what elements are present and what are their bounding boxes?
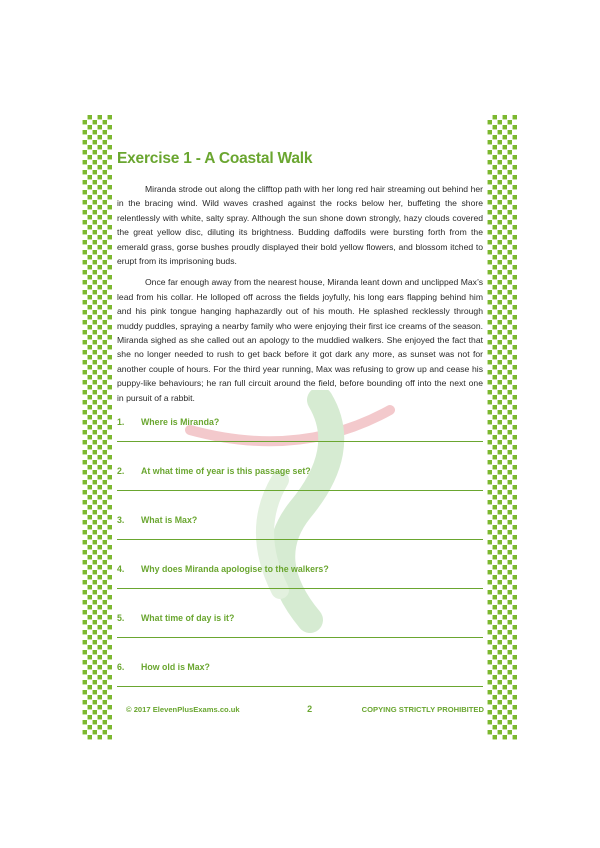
question-item	[117, 413, 483, 462]
question-text: What time of day is it?	[141, 613, 235, 624]
question-item	[117, 658, 483, 707]
answer-line[interactable]	[117, 588, 483, 589]
answer-line[interactable]	[117, 686, 483, 687]
question-text: At what time of year is this passage set?	[141, 466, 311, 477]
exercise-title: Exercise 1 - A Coastal Walk	[117, 150, 313, 167]
worksheet-content	[117, 150, 483, 707]
question-number: 4.	[117, 564, 125, 575]
question-number: 1.	[117, 417, 125, 428]
question-number: 2.	[117, 466, 125, 477]
question-text: How old is Max?	[141, 662, 210, 673]
question-number: 5.	[117, 613, 125, 624]
page-footer	[126, 704, 484, 714]
question-text: Why does Miranda apologise to the walkers?	[141, 564, 329, 575]
decorative-border-left	[82, 115, 112, 740]
passage-paragraph-1: Miranda strode out along the clifftop path with her long red hair streaming out behind her in the bracing wind. Wild waves crashed against the rocks below her, buffeting the shore relentlessly with white, salty spray. Although the sun shone down strongly, hazy clouds covered the great yellow disc, diluting its brightness. Budding daffodils were bursting forth from the emerald grass, gorse bushes proudly displayed their bold yellow flowers, and blossom itched to erupt from its imprisoning buds.	[117, 184, 483, 267]
question-number: 3.	[117, 515, 125, 526]
question-item	[117, 560, 483, 609]
answer-line[interactable]	[117, 490, 483, 491]
question-number: 6.	[117, 662, 125, 673]
passage-paragraph-2: Once far enough away from the nearest house, Miranda leant down and unclipped Max’s lead from his collar. He lolloped off across the fields joyfully, his long ears flapping behind him and his pink tongue hanging haphazardly out of his mouth. He splashed recklessly through muddy puddles, spraying a nearby family who were enjoying their first ice creams of the season. Miranda sighed as she called out an apology to the muddied walkers. She enjoyed the fact that she no longer needed to rush to get back before it got dark any more, as sunset was not for another couple of hours. For the third year running, Max was refusing to grow up and cease his puppy-like behaviours; he ran full circuit around the field, before bounding off into the next one in pursuit of a rabbit.	[117, 277, 483, 403]
question-text: What is Max?	[141, 515, 198, 526]
copyright-text: © 2017 ElevenPlusExams.co.uk	[126, 704, 240, 714]
question-item	[117, 609, 483, 658]
decorative-border-right	[487, 115, 517, 740]
question-item	[117, 511, 483, 560]
answer-line[interactable]	[117, 441, 483, 442]
questions-list	[117, 413, 483, 707]
answer-line[interactable]	[117, 637, 483, 638]
question-item	[117, 462, 483, 511]
copying-notice: COPYING STRICTLY PROHIBITED	[361, 704, 484, 714]
page-number: 2	[307, 704, 313, 714]
answer-line[interactable]	[117, 539, 483, 540]
question-text: Where is Miranda?	[141, 417, 220, 428]
